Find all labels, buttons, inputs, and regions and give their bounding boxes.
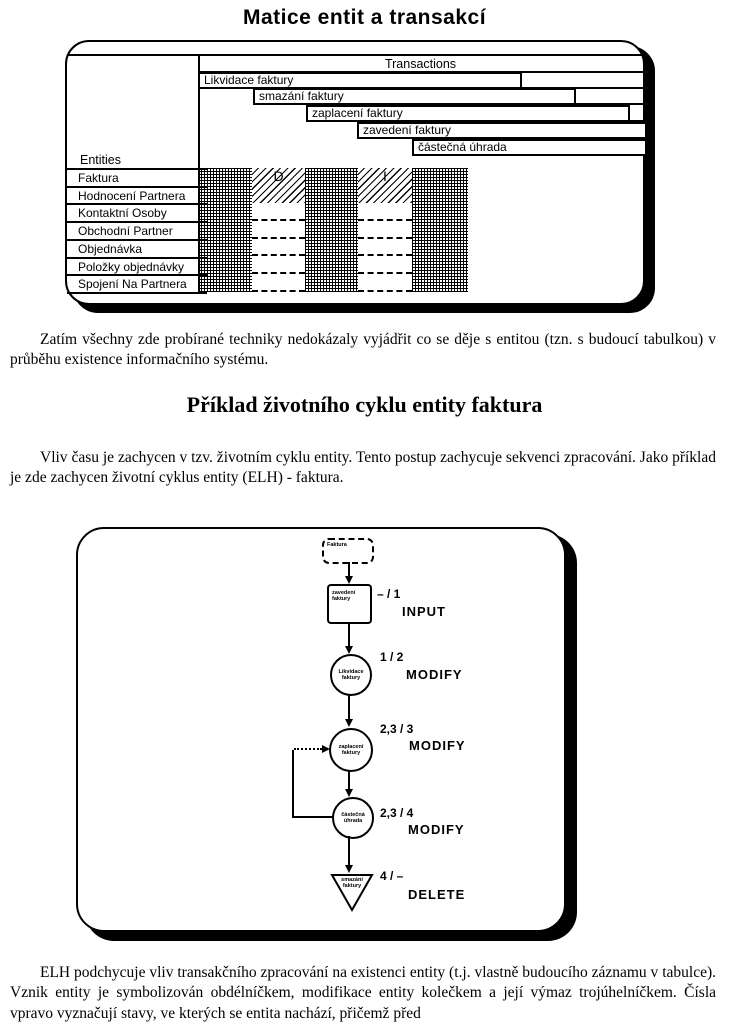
arrow-down-icon bbox=[345, 576, 353, 584]
elh-loop-connector bbox=[292, 750, 334, 818]
elh-action-label: DELETE bbox=[408, 887, 466, 902]
elh-state-label: 4 / – bbox=[380, 869, 404, 883]
matrix-cell-letter: D bbox=[252, 168, 305, 203]
transaction-box-4: zavedení faktury bbox=[357, 122, 647, 139]
elh-diagram bbox=[76, 527, 566, 932]
elh-action-label: MODIFY bbox=[408, 822, 465, 837]
entity-row-label: Faktura bbox=[67, 168, 207, 186]
page-title: Matice entit a transakcí bbox=[242, 6, 487, 29]
matrix-cell-letter: I bbox=[358, 168, 412, 203]
matrix-grid-col-hatched bbox=[305, 168, 358, 292]
arrow-right-icon bbox=[322, 745, 330, 753]
matrix-grid bbox=[198, 168, 468, 292]
matrix-cell-empty bbox=[252, 256, 305, 274]
matrix-cell-empty bbox=[252, 221, 305, 239]
section-title: Příklad životního cyklu entity faktura bbox=[186, 392, 543, 417]
elh-modify-circle bbox=[330, 654, 372, 696]
elh-modify-circle bbox=[329, 728, 373, 772]
elh-modify-circle bbox=[332, 797, 374, 839]
elh-node-label: částečná úhrada bbox=[341, 811, 365, 824]
entity-row-label: Kontaktní Osoby bbox=[67, 203, 207, 221]
elh-state-label: 2,3 / 3 bbox=[380, 722, 414, 736]
matrix-cell-empty bbox=[252, 239, 305, 257]
matrix-grid-col-hatched bbox=[412, 168, 468, 292]
arrow-down-icon bbox=[345, 789, 353, 797]
entity-transaction-matrix bbox=[65, 40, 645, 305]
elh-node-label: zaplacení faktury bbox=[338, 743, 364, 756]
entity-row-label: Obchodní Partner bbox=[67, 221, 207, 239]
matrix-cell-empty bbox=[252, 203, 305, 221]
arrow-down-icon bbox=[345, 719, 353, 727]
entity-row-label: Spojení Na Partnera bbox=[67, 274, 207, 294]
matrix-cell-empty bbox=[358, 274, 412, 292]
matrix-cell-empty bbox=[358, 239, 412, 257]
arrow-down-icon bbox=[345, 646, 353, 654]
transaction-box-5: částečná úhrada bbox=[412, 139, 647, 156]
elh-node-label: Faktura bbox=[327, 542, 347, 548]
elh-action-label: MODIFY bbox=[406, 667, 463, 682]
paragraph-1: Zatím všechny zde probírané techniky nedokázaly vyjádřit co se děje s entitou (tzn. s budoucí tabulkou) v průběhu existence informačního systému. bbox=[10, 331, 716, 369]
arrow-down-icon bbox=[345, 865, 353, 873]
entities-header: Entities bbox=[80, 153, 121, 167]
transaction-box-3: zaplacení faktury bbox=[306, 105, 630, 122]
entity-row-label: Položky objednávky bbox=[67, 257, 207, 275]
elh-node-label: Likvidace faktury bbox=[338, 668, 364, 681]
transactions-header: Transactions bbox=[384, 57, 457, 71]
elh-node-label: zavedení faktury bbox=[332, 590, 356, 603]
matrix-grid-col-marked bbox=[252, 168, 305, 292]
matrix-cell-empty bbox=[358, 203, 412, 221]
transaction-box-1: Likvidace faktury bbox=[198, 72, 522, 89]
paragraph-2: Vliv času je zachycen v tzv. životním cyklu entity. Tento postup zachycuje sekvenci zpracování. Jako příklad je zde zachycen životní cyklus entity (ELH) - faktura. bbox=[10, 449, 716, 487]
elh-action-label: INPUT bbox=[402, 604, 446, 619]
matrix-cell-empty bbox=[358, 221, 412, 239]
arrow-down-icon bbox=[348, 836, 350, 866]
paragraph-3: ELH podchycuje vliv transakčního zpracování na existenci entity (t.j. vlastně budoucího záznamu v tabulce). Vznik entity je symbolizován obdélníčkem, modifikace entity kolečkem a její výmaz trojúhelníčkem. Čísla vpravo vyznačují stavy, ve kterých se entita nachází, přičemž před bbox=[10, 964, 716, 1022]
elh-node-label: smazání faktury bbox=[341, 877, 363, 890]
elh-loop-dotted-line bbox=[294, 748, 322, 750]
arrow-down-icon bbox=[348, 694, 350, 720]
arrow-down-icon bbox=[348, 623, 350, 647]
elh-action-label: MODIFY bbox=[409, 738, 466, 753]
transaction-box-2: smazání faktury bbox=[253, 88, 576, 105]
matrix-grid-col-hatched bbox=[198, 168, 252, 292]
entity-row-label: Hodnocení Partnera bbox=[67, 186, 207, 204]
matrix-cell-empty bbox=[252, 274, 305, 292]
matrix-top-line bbox=[67, 54, 643, 56]
arrow-down-icon bbox=[348, 770, 350, 790]
elh-state-label: – / 1 bbox=[377, 587, 401, 601]
elh-input-rect bbox=[327, 584, 372, 624]
elh-state-label: 2,3 / 4 bbox=[380, 806, 414, 820]
entity-row-label: Objednávka bbox=[67, 239, 207, 257]
matrix-cell-empty bbox=[358, 256, 412, 274]
elh-entity-box bbox=[322, 538, 374, 564]
elh-state-label: 1 / 2 bbox=[380, 650, 404, 664]
matrix-grid-col-marked bbox=[358, 168, 412, 292]
